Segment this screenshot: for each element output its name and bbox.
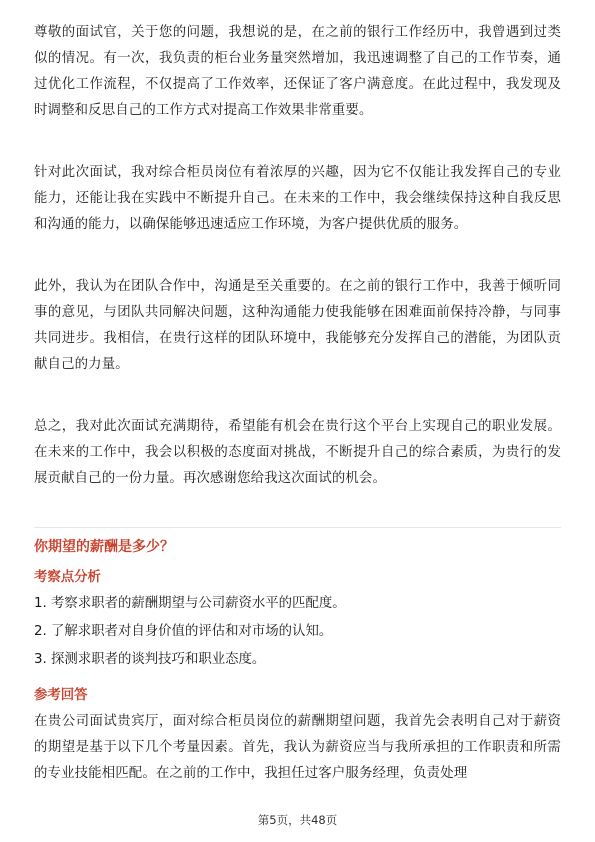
answer-paragraph-1: 尊敬的面试官，关于您的问题，我想说的是，在之前的银行工作经历中，我曾遇到过类似的情况。有一次，我负责的柜台业务量突然增加，我迅速调整了自己的工作节奏，通过优化工作流程，不仅提高了工作效率，还保证了客户满意度。在此过程中，我发现及时调整和反思自己的工作方式对提高工作效果非常重要。	[34, 25, 561, 118]
analysis-item-3: 3. 探测求职者的谈判技巧和职业态度。	[34, 652, 266, 667]
answer-paragraph-4: 总之，我对此次面试充满期待，希望能有机会在贵行这个平台上实现自己的职业发展。在未来的工作中，我会以积极的态度面对挑战，不断提升自己的综合素质，为贵行的发展贡献自己的一份力量。再次感谢您给我这次面试的机会。	[34, 419, 561, 486]
reference-answer-text: 在贵公司面试贵宾厅，面对综合柜员岗位的薪酬期望问题，我首先会表明自己对于薪资的期望是基于以下几个考量因素。首先，我认为薪资应当与我所承担的工作职责和所需的专业技能相匹配。在之前的工作中，我担任过客户服务经理，负责处理	[34, 714, 561, 781]
answer-paragraph-3: 此外，我认为在团队合作中，沟通是至关重要的。在之前的银行工作中，我善于倾听同事的意见，与团队共同解决问题，这种沟通能力使我能够在困难面前保持冷静，与同事共同进步。我相信，在贵行这样的团队环境中，我能够充分发挥自己的潜能，为团队贡献自己的力量。	[34, 279, 561, 372]
page-number-footer: 第5页，共48页	[257, 813, 338, 827]
analysis-item-1: 1. 考察求职者的薪酬期望与公司薪资水平的匹配度。	[34, 596, 346, 611]
analysis-item-2: 2. 了解求职者对自身价值的评估和对市场的认知。	[34, 624, 333, 639]
section-divider	[34, 527, 561, 528]
reference-heading: 参考回答	[34, 688, 88, 703]
answer-paragraph-2: 针对此次面试，我对综合柜员岗位有着浓厚的兴趣，因为它不仅能让我发挥自己的专业能力，还能让我在实践中不断提升自己。在未来的工作中，我会继续保持这种自我反思和沟通的能力，以确保能够迅速适应工作环境，为客户提供优质的服务。	[34, 165, 561, 232]
question-heading: 你期望的薪酬是多少？	[34, 539, 174, 555]
analysis-heading: 考察点分析	[34, 570, 101, 585]
